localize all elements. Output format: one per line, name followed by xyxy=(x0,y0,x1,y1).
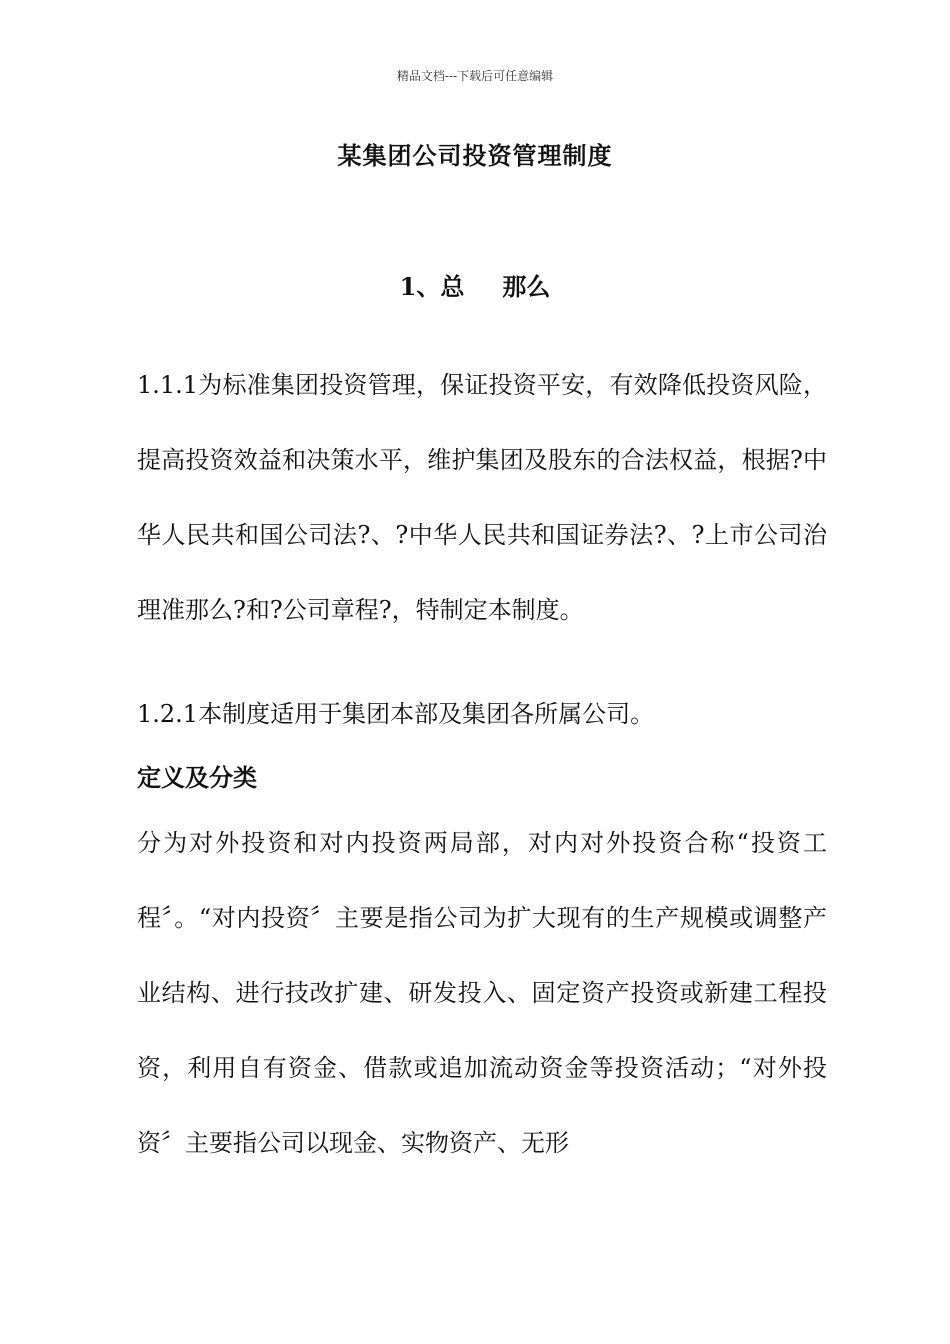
paragraph-1-2-1: 1.2.1本制度适用于集团本部及集团各所属公司。 xyxy=(137,700,655,728)
section-heading-definitions: 定义及分类 xyxy=(137,763,257,792)
paragraph-1-1-1: 1.1.1为标准集团投资管理，保证投资平安，有效降低投资风险，提高投资效益和决策水平，维护集团及股东的合法权益，根据?中华人民共和国公司法?、?中华人民共和国证券法?、?上市公司治理准那么?和?公司章程?，特制定本制度。 xyxy=(137,371,827,624)
document-title: 某集团公司投资管理制度 xyxy=(337,141,613,170)
definition-paragraph: 分为对外投资和对内投资两局部，对内对外投资合称“投资工程〞。“对内投资〞主要是指公司为扩大现有的生产规模或调整产业结构、进行技改扩建、研发投入、固定资产投资或新建工程投资，利用自有资金、借款或追加流动资金等投资活动；“对外投资〞主要指公司以现金、实物资产、无形 xyxy=(137,829,827,1157)
page-header-text: 精品文档---下载后可任意编辑 xyxy=(396,69,554,83)
chapter-label: 那么 xyxy=(502,272,551,301)
chapter-number: 1、总 xyxy=(399,272,465,301)
chapter-heading xyxy=(0,267,950,302)
